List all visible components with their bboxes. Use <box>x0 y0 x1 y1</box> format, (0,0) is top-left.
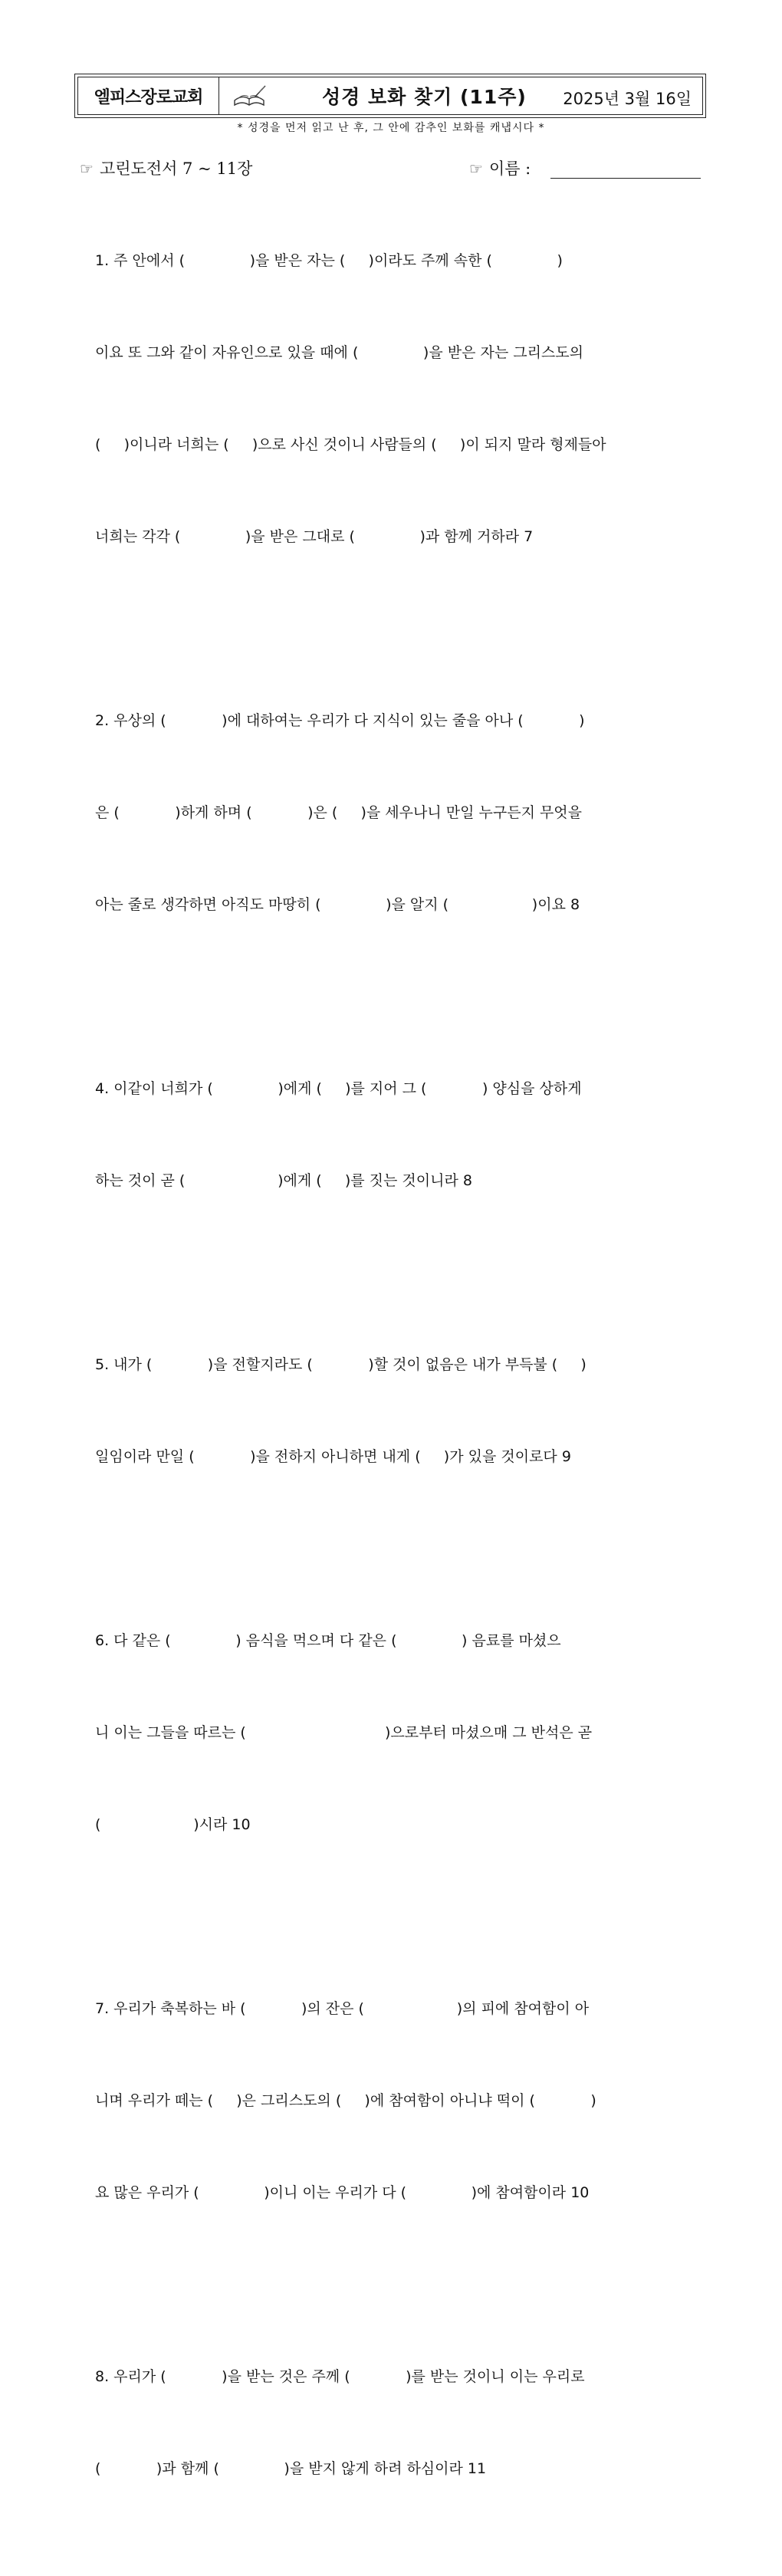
header-inner <box>77 77 703 115</box>
question-line: 4. 이같이 너희가 ( )에게 ( )를 지어 그 ( ) 양심을 상하게 <box>95 1080 582 1097</box>
question-line: 6. 다 같은 ( ) 음식을 먹으며 다 같은 ( ) 음료를 마셨으 <box>95 1632 561 1649</box>
question-line: 니며 우리가 떼는 ( )은 그리스도의 ( )에 참여함이 아니냐 떡이 ( ) <box>95 2092 596 2109</box>
church-name: 엘피스장로교회 <box>78 77 219 114</box>
question-line: 5. 내가 ( )을 전할지라도 ( )할 것이 없음은 내가 부득불 ( ) <box>95 1356 586 1373</box>
question-8 <box>95 2300 695 2545</box>
instruction-subtitle: * 성경을 먼저 읽고 난 후, 그 안에 감추인 보화를 캐냅시다 * <box>237 122 545 134</box>
question-line: ( )시라 10 <box>95 1816 251 1833</box>
question-line: 7. 우리가 축복하는 바 ( )의 잔은 ( )의 피에 참여함이 아 <box>95 2000 590 2017</box>
chapter-range <box>80 156 252 179</box>
question-line: 1. 주 안에서 ( )을 받은 자는 ( )이라도 주께 속한 ( ) <box>95 252 563 269</box>
question-line: 8. 우리가 ( )을 받는 것은 주께 ( )를 받는 것이니 이는 우리로 <box>95 2368 585 2385</box>
question-line: 아는 줄로 생각하면 아직도 마땅히 ( )을 알지 ( )이요 8 <box>95 896 580 913</box>
chapter-label: 고린도전서 7 ~ 11장 <box>99 159 253 178</box>
header-box <box>74 74 706 118</box>
question-line: 니 이는 그들을 따르는 ( )으로부터 마셨으매 그 반석은 곧 <box>95 1724 593 1741</box>
question-line: ( )이니라 너희는 ( )으로 사신 것이니 사람들의 ( )이 되지 말라 형제들아 <box>95 436 606 453</box>
question-line: 일임이라 만일 ( )을 전하지 아니하면 내게 ( )가 있을 것이로다 9 <box>95 1448 571 1465</box>
pointing-hand-icon: ☞ <box>80 159 94 178</box>
question-line: 2. 우상의 ( )에 대하여는 우리가 다 지식이 있는 줄을 아나 ( ) <box>95 712 585 729</box>
name-blank-line[interactable] <box>550 178 701 179</box>
question-6 <box>95 1564 695 1901</box>
question-line: ( )과 함께 ( )을 받지 않게 하려 하심이라 11 <box>95 2460 487 2477</box>
open-book-with-quill-icon <box>232 84 267 110</box>
question-list <box>95 184 695 2576</box>
question-line: 하는 것이 곧 ( )에게 ( )를 짓는 것이니라 8 <box>95 1172 472 1189</box>
question-line: 이요 또 그와 같이 자유인으로 있을 때에 ( )을 받은 자는 그리스도의 <box>95 344 583 361</box>
page-title: 성경 보화 찾기 (11주) <box>322 86 527 108</box>
question-5 <box>95 1288 695 1533</box>
meta-row <box>80 156 705 179</box>
name-field <box>469 156 531 179</box>
question-4 <box>95 1012 695 1257</box>
question-line: 요 많은 우리가 ( )이니 이는 우리가 다 ( )에 참여함이라 10 <box>95 2184 590 2201</box>
pointing-hand-icon: ☞ <box>469 159 483 178</box>
date-label: 2025년 3월 16일 <box>563 90 692 108</box>
name-label: 이름 : <box>488 159 531 178</box>
question-1 <box>95 184 695 613</box>
question-2 <box>95 644 695 981</box>
question-line: 은 ( )하게 하며 ( )은 ( )을 세우나니 만일 누구든지 무엇을 <box>95 804 583 821</box>
question-7 <box>95 1932 695 2269</box>
question-line: 너희는 각각 ( )을 받은 그대로 ( )과 함께 거하라 7 <box>95 528 534 545</box>
